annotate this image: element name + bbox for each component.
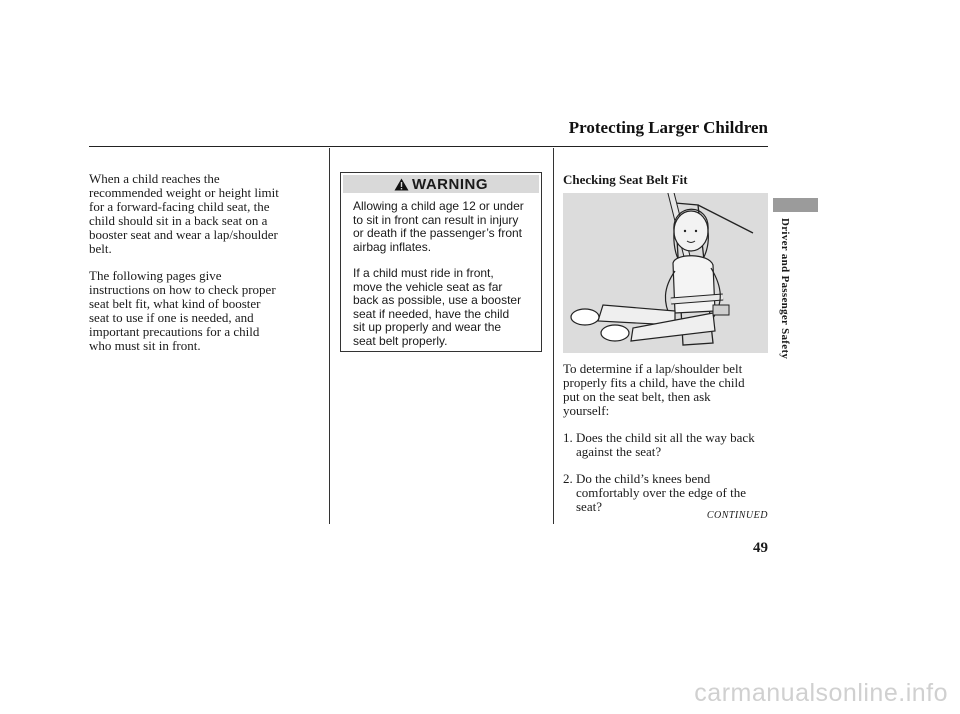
list-item-number: 1. [563,430,573,445]
list-item [563,431,769,459]
child-illustration-icon [563,193,768,353]
title-rule [89,146,768,147]
check-list [563,431,769,514]
watermark: carmanualsonline.info [694,679,948,707]
intro-column [89,172,325,366]
list-item-text: Do the child’s knees bend comfortably over the edge of the seat? [576,471,747,514]
warning-paragraph-2: If a child must ride in front, move the vehicle seat as far back as possible, use a booster seat if needed, have the child sit up properly and wear the seat belt properly. [353,266,522,348]
section-intro: To determine if a lap/shoulder belt properly fits a child, have the child put on the seat belt, then ask yourself: [563,361,745,418]
chapter-label: Driver and Passenger Safety [779,218,791,360]
warning-header [343,175,539,193]
list-item-text: Does the child sit all the way back against the seat? [576,430,755,459]
warning-body [341,193,541,348]
intro-paragraph-1: When a child reaches the recommended weight or height limit for a forward-facing child seat, the child should sit in a back seat on a booster seat and wear a lap/shoulder belt. [89,171,279,256]
chapter-tab [773,198,818,212]
page-number: 49 [753,540,768,556]
warning-triangle-icon [394,178,409,191]
section-title: Checking Seat Belt Fit [563,172,688,187]
warning-paragraph-1: Allowing a child age 12 or under to sit in front can result in injury or death if the passenger’s front airbag inflates. [353,199,524,254]
column-divider-right [553,148,554,524]
warning-box [340,172,542,352]
warning-label: WARNING [412,175,488,193]
intro-paragraph-2: The following pages give instructions on how to check proper seat belt fit, what kind of booster seat to use if one is needed, and important precautions for a child who must sit in front. [89,268,276,353]
list-item [563,472,769,514]
section-body [563,362,769,527]
column-divider-left [329,148,330,524]
list-item-number: 2. [563,471,573,486]
child-seat-belt-illustration [563,193,768,353]
page-title: Protecting Larger Children [568,118,768,137]
continued-label: CONTINUED [706,510,768,521]
